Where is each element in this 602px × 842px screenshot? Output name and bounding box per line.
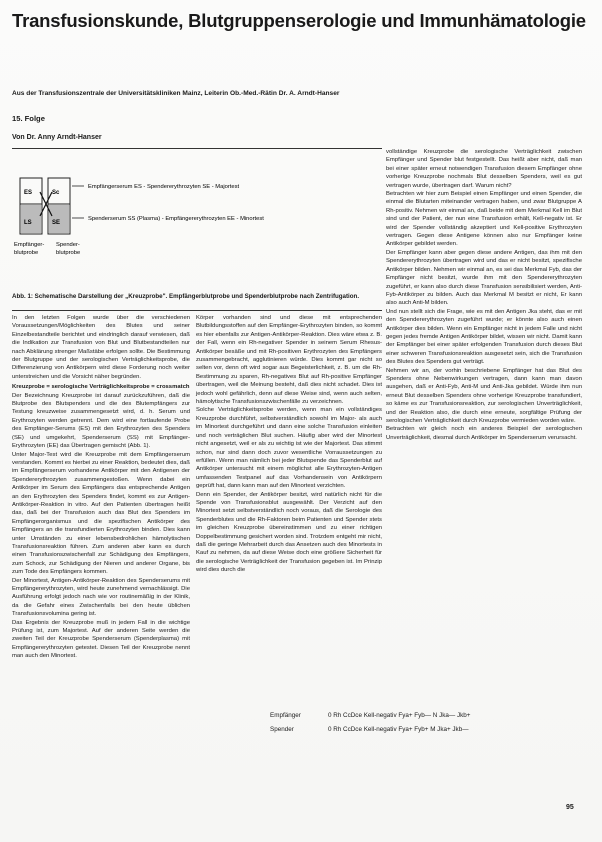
article-author: Von Dr. Anny Arndt-Hanser	[12, 134, 102, 141]
major-test-text: Empfängerserum ES - Spendererythrozyten SE - Majortest	[88, 184, 240, 190]
row-label: Spender	[270, 725, 294, 733]
paragraph: Nehmen wir an, der vorhin beschriebene Empfänger hat das Blut des Spenders ohne Nebenwirkungen vertragen, dann kann man davon ausgehen, daß er Anti-Fyb, Anti-M und Anti-Jka gebildet. Würde ihm nun erneut Blut desselben Spenders ohne vorherige Kreuzprobe transfundiert, so käme es zur Transfusionsreaktion, zur serologischen Unverträglichkeit, und der Reaktion also, die durch eine erneute, sorgfältige Prüfung der serologischen Verträglichkeit durch Kreuzprobe vermieden worden wäre.	[386, 367, 582, 424]
text-column-1	[12, 314, 190, 661]
caption-divider	[12, 310, 382, 311]
label-se: SE	[52, 220, 61, 226]
paragraph: Der Bezeichnung Kreuzprobe ist darauf zurückzuführen, daß die Blutprobe des Blutspenders und die des Blutempfängers zur Testung kreuzweise zusammengesetzt wird, d. h. Serum und Erythrozyten werden getrennt. Dem wird eine fortlaufende Probe des Empfänger-Serums (ES) mit den Erythrozyten des Spenders (SE) und umgekehrt, Spenderserum (SS) mit Empfänger-Erythrozyten (EE) das Übertragen gemischt (Abb. 1).	[12, 392, 190, 450]
label-sc: Sc	[52, 190, 60, 196]
recipient-cells-fill	[21, 205, 41, 233]
donor-cells-fill	[49, 205, 69, 233]
text-column-2	[196, 314, 382, 575]
header-divider	[12, 148, 382, 149]
paragraph: Körper vorhanden sind und diese mit entsprechenden Blutbildungsstoffen auf den Empfänger-Erythrozyten binden, so kommt es hier ebenfalls zur Antigen-Antikörper-Reaktion. Dies wäre etwa z. B. der Fall, wenn ein Rh-negativer Spender in seinem Serum Rhesus-Antikörper besäße und mit Rh-positiven Erythrozyten des Empfängers zusammengebracht, agglutinieren würde. Dies kommt gar nicht so selten vor, denn oft wird sogar aus Begeisterlichkeit, z. B. um die Rh-Bestimmung zu sparen, Rh-negatives Blut auf Rh-positive Empfänger übertragen, weil die Meinung besteht, daß dies nicht schadet. Dies ist jedoch wohl gefährlich, denn auf diese Weise sind, wenn auch selten, hämolytische Transfusionszwischenfälle zu verzeichnen.	[196, 315, 382, 406]
label-ls: LS	[24, 220, 32, 226]
row-value: 0 Rh CcDce Kell-negativ Fya+ Fyb— N Jka— Jkb+	[328, 711, 471, 719]
text-column-3	[386, 148, 582, 442]
paragraph: In den letzten Folgen wurde über die verschiedenen Voraussetzungen/Möglichkeiten des Blutes und seiner Einzelbestandteile berichtet und eindringlich darauf verwiesen, daß die Indikation zur Transfusion von Blut und Blutbestandteilen nur nach Abklärung strenger Maßstäbe erfolgen sollte. Die Bestimmung der Blutgruppe und der serologischen Verträglichkeitsprobe, die Differenzierung von Antikörpern wird diese Forderung noch weiter unterstreichen und die Vorsicht näher begründen.	[12, 315, 190, 380]
table-row	[270, 708, 582, 722]
row-value: 0 Rh CcDce Kell-negativ Fya+ Fyb+ M Jka+ Jkb—	[328, 725, 469, 733]
paragraph: Und nun stellt sich die Frage, wie es mit den Antigen Jka steht, das er mit den Spendererythrozyten zugeführt wurde; er könnte also auch einen Antikörper dies bilden. Wenn ein Empfänger nicht in jedem Falle und nicht gegen jedes fremde Antigen Antikörper bildet, wissen wir nicht. Damit kann der Empfänger bei einer später erfolgenden Transfusion durch dieses Blut einer schweren Transfusionsreaktion ausgesetzt sein, sich die Transfusion des Blutes des Spenders gut verträgt.	[386, 308, 582, 366]
paragraph: Das Ergebnis der Kreuzprobe muß in jedem Fall in die wichtige Prüfung ist, zum Majortest. Auf der anderen Seite werden die zweiten Teil der Kreuzprobe Spenderserum (Spenderplasma) mit Empfängererythrozyten getestet. Diesen Teil der Kreuzprobe nennt man auch den Minortest.	[12, 619, 190, 660]
crossmatch-schematic	[12, 164, 387, 288]
paragraph: Der Empfänger kann aber gegen diese andere Antigen, das ihm mit den Spendererythrozyten übertragen wird und das er nicht besitzt, spezifische Antikörper bilden. Nehmen wir einmal an, es sei das Merkmal Fyb, das der Empfänger nicht besitzt, wurde ihm mit den Spendererythrozyten zugeführt, er kann also durch diese Transfusion sensibilisiert werden, Anti-Fyb-Antikörper zu bilden. Auch das Merkmal M besitzt er nicht, Er kann also auch Anti-M bilden.	[386, 249, 582, 307]
series-number: 15. Folge	[12, 114, 45, 123]
blood-type-table	[270, 708, 582, 736]
recipient-sample-label: Empfänger-blutprobe	[14, 242, 45, 256]
table-row	[270, 722, 582, 736]
paragraph: vollständige Kreuzprobe die serologische Verträglichkeit zwischen Empfänger und Spender blut festgestellt. Das heißt aber nicht, daß man bei einer später erneut notwendigen Transfusion diesem Empfänger ohne vorherige Kreuzprobe nochmals Blut desselben Spenders, weil es gut vertragen wurde, übertragen darf. Warum nicht?	[386, 149, 582, 189]
paragraph: Solche Verträglichkeitsprobe werden, wenn man ein vollständiges Kreuzprobe durchführt, selbstverständlich sowohl im Major- als auch im Minortest durchgeführt und dann eine solche Transfusion einleiten und noch verträglichen Blut suchen. Häufig aber wird der Minortest nicht angesetzt, weil er als zu wichtig ist wie der Majortest. Das stimmt schon, nur sind dann doch zuvor wesentliche Vorraussetzungen zu erfüllen. Wenn man nämlich bei jeder Blutspende das Spenderblut auf Antikörper untersucht mit einem möglichst alle Erythrozyten-Antigen umfassenden Testpanel auf das Vorhandensein von Antikörpern geprüft hat, dann kann man auf den Minortest verzichten.	[196, 407, 382, 490]
paragraph: Betrachten wir hier zum Beispiel einen Empfänger und einen Spender, die einmal die Blutarten miteinander vertragen haben, und zwar Blutgruppe A Rh-positiv. Nehmen wir einmal an, daß beide mit dem Merkmal Kell im Blut sind und der Patient, der nun eine Transfusion erhält, Kell-negativ ist. Er wird der Spender vollständig akzeptiert und Kell-positive Erythrozyten vertragen. Gegen diese Antigene können also nur Empfänger keine Antikörper gebildet werden.	[386, 191, 582, 248]
page-number: 95	[566, 804, 574, 811]
label-es: ES	[24, 190, 33, 196]
paragraph: Kreuzprobe = serologische Verträglichkeitsprobe = crossmatch	[12, 384, 190, 391]
figure-1-caption: Abb. 1: Schematische Darstellung der „Kreuzprobe". Empfängerblutprobe und Spenderblutprobe nach Zentrifugation.	[12, 293, 360, 300]
figure-1-diagram	[12, 164, 387, 288]
donor-sample-label: Spender-blutprobe	[56, 242, 81, 256]
minor-test-text: Spenderserum SS (Plasma) - Empfängererythrozyten EE - Minortest	[88, 216, 264, 222]
paragraph: Denn ein Spender, der Antikörper besitzt, wird natürlich nicht für die Spende von Transfusionsblut ausgewählt. Der Verzicht auf den Minortest setzt selbstverständlich noch voraus, daß die Serologie des Spenderblutes und die Rh-Faktoren beim Patienten und Spender stets im gleichen Kreuzprobe übereinstimmen und zu einer richtigen Doppelbestimmung gesichert worden sind. Trotzdem entgeht mir nicht, daß die geringe Mehrarbeit durch das Ansetzen auch des Minortests in Kauf zu nehmen, da auf diese Weise doch eine größere Sicherheit für die serologische Verträglichkeit der Transfusion gegeben ist. Im Prinzip wird dies durch die	[196, 491, 382, 574]
paragraph: Unter Major-Test wird die Kreuzprobe mit dem Empfängerserum verstanden. Kommt es hierbei zu einer Reaktion, bedeutet dies, daß im Empfängerserum vorhandene Antikörper mit den Antigenen der Spendererythrozyten zusammengestoßen. Wenn dabei ein Antikörper im Serum des Empfängers das entsprechende Antigen an den Erythrozyten des Spenders findet, kommt es zur Antigen-Antikörper-Reaktion in vitro. Auf den Patienten übertragen heißt das, daß bei der Transfusion auch das Blut des Spenders im Empfängerorganismus und die spezifischen Antikörper des Empfängers an die transfundierten Erythrozyten binden. Dies kann unter Umständen zu einer lebensbedrohlichen hämolytischen Transfusionsreaktion führen. Zum anderen aber kann es durch einen Transfusionszwischenfall zur Schädigung des Empfängers, zum Schock, zur Schädigung der Nieren und anderer Organe, bis zum Tode des Empfängers kommen.	[12, 451, 190, 576]
paragraph: Der Minortest, Antigen-Antikörper-Reaktion des Spenderserums mit Empfängererythrozyten, wird heute zunehmend vernachlässigt. Die Ausführung erfolgt jedoch nach wie vor routinemäßig in der Klinik, da die Gefahr eines Zwischenfalls bei den heute üblichen Transfusionsvolumina gering ist.	[12, 577, 190, 618]
article-affiliation: Aus der Transfusionszentrale der Universitätskliniken Mainz, Leiterin Ob.-Med.-Rätin Dr. A. Arndt-Hanser	[12, 90, 340, 97]
row-label: Empfänger	[270, 711, 301, 719]
paragraph: Betrachten wir gleich noch ein anderes Beispiel der serologischen Unverträglichkeit, diesmal durch Antikörper im Spenderserum verursacht.	[386, 426, 582, 441]
article-title: Transfusionskunde, Blutgruppenserologie und Immunhämatologie	[12, 10, 586, 31]
